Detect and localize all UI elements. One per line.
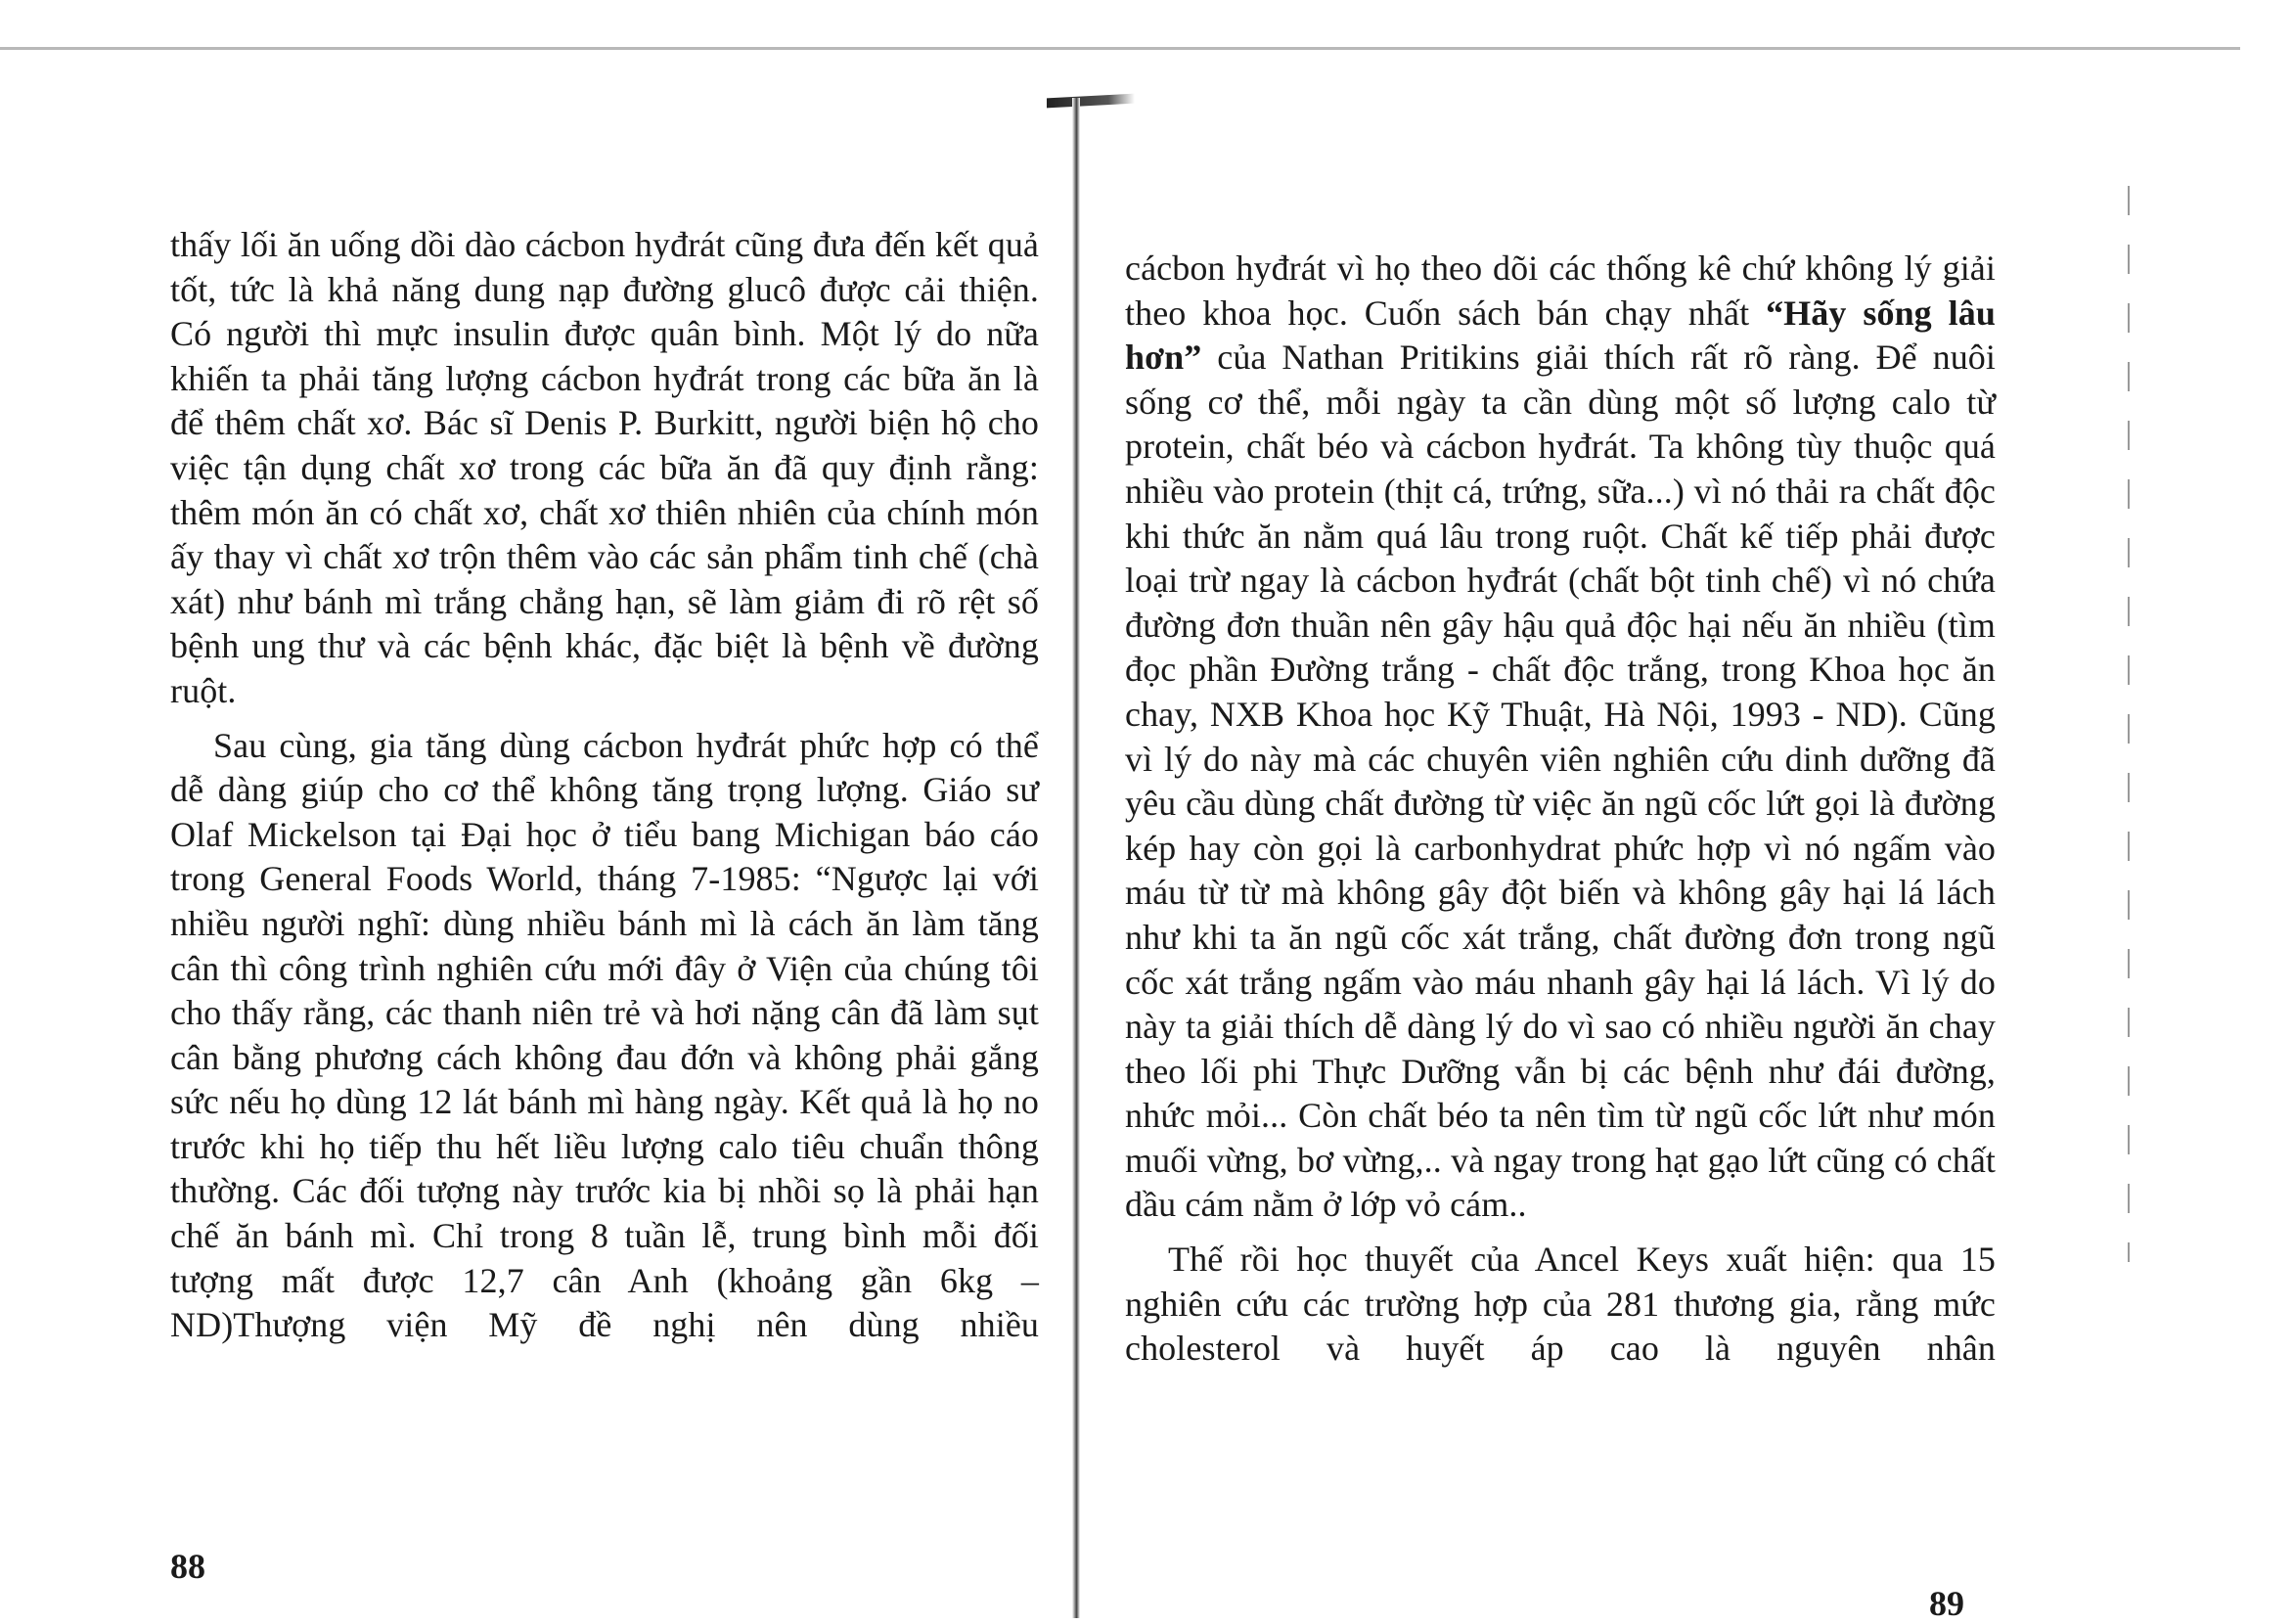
book-spine-shadow-top bbox=[1047, 94, 1135, 109]
right-page bbox=[1125, 247, 1996, 1372]
left-page bbox=[170, 223, 1039, 1348]
right-paragraph-1 bbox=[1125, 247, 1996, 1228]
page-number-left: 88 bbox=[170, 1547, 205, 1586]
left-paragraph-1: thấy lối ăn uống dồi dào cácbon hyđrát cũng đưa đến kết quả tốt, tức là khả năng dung nạp đường glucô được cải thiện. Có người thì mực insulin được quân bình. Một lý do nữa khiến ta phải tăng lượng cácbon hyđrát trong các bữa ăn là để thêm chất xơ. Bác sĩ Denis P. Burkitt, người biện hộ cho việc tận dụng chất xơ trong các bữa ăn đã quy định rằng: thêm món ăn có chất xơ, chất xơ thiên nhiên của chính món ấy thay vì chất xơ trộn thêm vào các sản phẩm tinh chế (chà xát) như bánh mì trắng chẳng hạn, sẽ làm giảm đi rõ rệt số bệnh ung thư và các bệnh khác, đặc biệt là bệnh về đường ruột. bbox=[170, 225, 1039, 710]
scan-top-edge bbox=[0, 47, 2240, 50]
book-spine bbox=[1072, 98, 1080, 1618]
right-paragraph-1-rest: của Nathan Pritikins giải thích rất rõ ràng. Để nuôi sống cơ thể, mỗi ngày ta cần dùng một số lượng calo từ protein, chất béo và cácbon hyđrát. Ta không tùy thuộc quá nhiều vào protein (thịt cá, trứng, sữa...) vì nó thải ra chất độc khi thức ăn nằm quá lâu trong ruột. Chất kế tiếp phải được loại trừ ngay là cácbon hyđrát (chất bột tinh chế) vì nó chứa đường đơn thuần nên gây hậu quả độc hại nếu ăn nhiều (tìm đọc phần Đường trắng - chất độc trắng, trong Khoa học ăn chay, NXB Khoa học Kỹ Thuật, Hà Nội, 1993 - ND). Cũng vì lý do này mà các chuyên viên nghiên cứu dinh dưỡng đã yêu cầu dùng chất đường từ việc ăn ngũ cốc lứt gọi là đường kép hay còn gọi là carbonhydrat phức hợp vì nó ngấm vào máu từ từ mà không gây đột biến và không gây hại lá lách như khi ta ăn ngũ cốc xát trắng, chất đường đơn trong ngũ cốc xát trắng ngấm vào máu nhanh gây hại lá lách. Vì lý do này ta giải thích dễ dàng lý do vì sao có nhiều người ăn chay theo lối phi Thực Dưỡng vẫn bị các bệnh như đái đường, nhức mỏi... Còn chất béo ta nên tìm từ ngũ cốc lứt như món muối vừng, bơ vừng,.. và ngay trong hạt gạo lứt cũng có chất dầu cám nằm ở lớp vỏ cám.. bbox=[1125, 338, 1996, 1225]
page-number-right: 89 bbox=[1929, 1584, 1964, 1623]
right-paragraph-2: Thế rồi học thuyết của Ancel Keys xuất hiện: qua 15 nghiên cứu các trường hợp của 281 thương gia, rằng mức cholesterol và huyết áp cao là nguyên nhân bbox=[1125, 1240, 1996, 1369]
page-edge-mark bbox=[2128, 186, 2130, 1262]
book-title: “Hãy sống lâu hơn” bbox=[1125, 293, 1997, 378]
right-paragraph-1-start: cácbon hyđrát vì họ theo dõi các thống kê chứ không lý giải theo khoa học. Cuốn sách bán chạy nhất bbox=[1125, 248, 1996, 333]
left-paragraph-2: Sau cùng, gia tăng dùng cácbon hyđrát phức hợp có thể dễ dàng giúp cho cơ thể không tăng trọng lượng. Giáo sư Olaf Mickelson tại Đại học ở tiểu bang Michigan báo cáo trong General Foods World, tháng 7-1985: “Ngược lại với nhiều người nghĩ: dùng nhiều bánh mì là cách ăn làm tăng cân thì công trình nghiên cứu mới đây ở Viện của chúng tôi cho thấy rằng, các thanh niên trẻ và hơi nặng cân đã làm sụt cân bằng phương cách không đau đớn và không phải gắng sức nếu họ dùng 12 lát bánh mì hàng ngày. Kết quả là họ no trước khi họ tiếp thu hết liều lượng calo tiêu chuẩn thông thường. Các đối tượng này trước kia bị nhồi sọ là phải hạn chế ăn bánh mì. Chỉ trong 8 tuần lễ, trung bình mỗi đối tượng mất được 12,7 cân Anh (khoảng gần 6kg –ND)Thượng viện Mỹ đề nghị nên dùng nhiều bbox=[170, 725, 1039, 1345]
